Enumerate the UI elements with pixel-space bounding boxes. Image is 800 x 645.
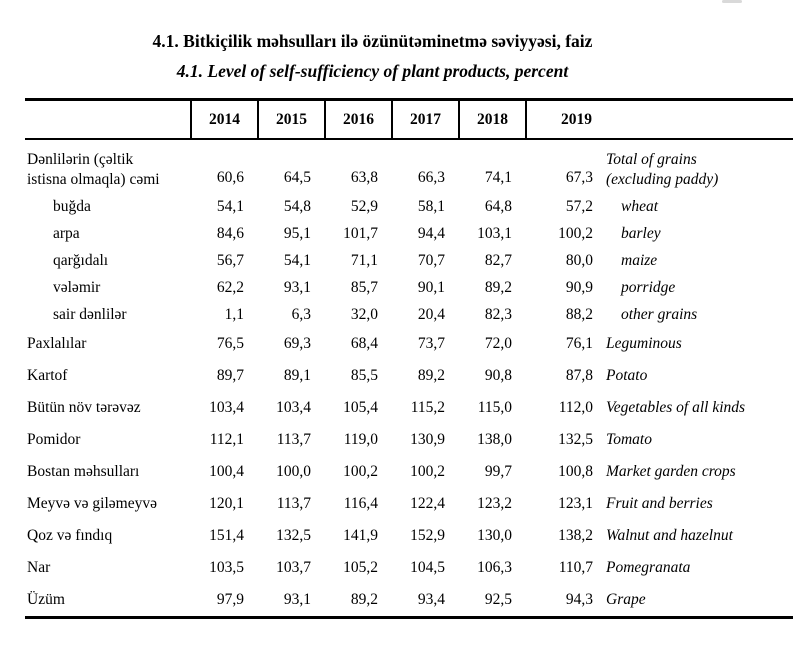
- cell-value: 84,6: [216, 224, 244, 242]
- cell-value: 63,8: [350, 169, 378, 186]
- cell-value: 93,1: [283, 591, 311, 608]
- cell-value: 56,7: [216, 251, 244, 269]
- cell-value: 87,8: [565, 367, 593, 384]
- row-label-en-line1: Total of grains: [606, 151, 697, 169]
- table-row-grains-total: [25, 140, 793, 193]
- cell-value: 54,8: [283, 197, 311, 215]
- cell-value: 132,5: [276, 527, 311, 544]
- cell-value: 138,0: [477, 431, 512, 448]
- cell-value: 89,7: [216, 367, 244, 384]
- cell-value: 90,9: [565, 278, 593, 296]
- row-label-en: other grains: [621, 305, 698, 323]
- year-header-2016: 2016: [324, 101, 391, 138]
- cell-value: 20,4: [417, 305, 445, 323]
- cell-value: 6,3: [291, 305, 311, 323]
- row-label-az: Pomidor: [27, 431, 81, 449]
- cell-value: 105,4: [343, 399, 378, 416]
- cell-value: 100,2: [343, 463, 378, 480]
- table-header-row: [25, 98, 793, 140]
- table-row-leguminous: [25, 328, 793, 360]
- row-label-en: Market garden crops: [606, 463, 736, 481]
- cell-value: 89,2: [484, 278, 512, 296]
- cell-value: 113,7: [276, 431, 311, 448]
- cell-value: 106,3: [477, 559, 512, 576]
- row-label-en-line2: (excluding paddy): [606, 170, 719, 188]
- cell-value: 74,1: [484, 169, 512, 186]
- title-block: [0, 0, 745, 82]
- row-label-az: Bütün növ tərəvəz: [27, 399, 141, 417]
- cell-value: 100,2: [410, 463, 445, 480]
- row-label-en: wheat: [621, 197, 659, 215]
- row-label-en: Vegetables of all kinds: [606, 399, 746, 417]
- cell-value: 123,1: [558, 495, 593, 512]
- cell-value: 103,4: [276, 399, 311, 416]
- cell-value: 101,7: [343, 224, 378, 242]
- cell-value: 119,0: [343, 431, 378, 448]
- cell-value: 90,8: [484, 367, 512, 384]
- cell-value: 1,1: [224, 305, 244, 323]
- cell-value: 130,9: [410, 431, 445, 448]
- cell-value: 112,1: [209, 431, 244, 448]
- cell-value: 71,1: [350, 251, 378, 269]
- cell-value: 82,7: [484, 251, 512, 269]
- cell-value: 151,4: [209, 527, 244, 544]
- table-row-wheat: [25, 193, 793, 220]
- row-label-en: Walnut and hazelnut: [606, 527, 733, 545]
- cell-value: 54,1: [283, 251, 311, 269]
- cell-value: 73,7: [417, 335, 445, 352]
- row-label-az: Paxlalılar: [27, 335, 87, 353]
- row-label-en: Pomegranata: [606, 559, 691, 577]
- scan-artifact: [722, 0, 742, 3]
- cell-value: 70,7: [417, 251, 445, 269]
- cell-value: 76,5: [216, 335, 244, 352]
- cell-value: 93,4: [417, 591, 445, 608]
- cell-value: 104,5: [410, 559, 445, 576]
- row-label-az: buğda: [53, 197, 91, 215]
- cell-value: 32,0: [350, 305, 378, 323]
- cell-value: 110,7: [558, 559, 593, 576]
- row-label-az: Nar: [27, 559, 51, 577]
- cell-value: 62,2: [216, 278, 244, 296]
- cell-value: 130,0: [477, 527, 512, 544]
- row-label-en: Leguminous: [606, 335, 682, 353]
- table-row-potato: [25, 360, 793, 392]
- row-label-az: qarğıdalı: [53, 251, 109, 269]
- cell-value: 105,2: [343, 559, 378, 576]
- table-row-fruit-berries: [25, 488, 793, 520]
- cell-value: 94,4: [417, 224, 445, 242]
- table-row-pomegranate: [25, 552, 793, 584]
- cell-value: 68,4: [350, 335, 378, 352]
- row-label-en: porridge: [621, 278, 676, 296]
- table-row-porridge: [25, 274, 793, 301]
- year-header-2018: 2018: [458, 101, 525, 138]
- cell-value: 113,7: [276, 495, 311, 512]
- row-label-az: Kartof: [27, 367, 68, 385]
- cell-value: 85,5: [350, 367, 378, 384]
- cell-value: 100,0: [276, 463, 311, 480]
- year-header-2015: 2015: [257, 101, 324, 138]
- row-label-az-line2: istisna olmaqla) cəmi: [27, 170, 160, 188]
- cell-value: 138,2: [558, 527, 593, 544]
- table-row-maize: [25, 247, 793, 274]
- row-label-az: vələmir: [53, 278, 101, 296]
- cell-value: 89,2: [417, 367, 445, 384]
- cell-value: 152,9: [410, 527, 445, 544]
- cell-value: 82,3: [484, 305, 512, 323]
- cell-value: 112,0: [558, 399, 593, 416]
- year-header-2019: 2019: [525, 101, 793, 138]
- row-label-az: Qoz və fındıq: [27, 527, 113, 545]
- cell-value: 100,8: [558, 463, 593, 480]
- cell-value: 116,4: [343, 495, 378, 512]
- row-label-az: Üzüm: [27, 591, 65, 609]
- table-row-walnut-hazelnut: [25, 520, 793, 552]
- cell-value: 103,5: [209, 559, 244, 576]
- cell-value: 99,7: [484, 463, 512, 480]
- cell-value: 69,3: [283, 335, 311, 352]
- row-label-en: barley: [621, 224, 661, 242]
- cell-value: 60,6: [216, 169, 244, 186]
- cell-value: 100,4: [209, 463, 244, 480]
- page-title-en: 4.1. Level of self-sufficiency of plant products, percent: [176, 61, 569, 81]
- cell-value: 141,9: [343, 527, 378, 544]
- year-header-2017: 2017: [391, 101, 458, 138]
- table-row-other-grains: [25, 301, 793, 328]
- cell-value: 72,0: [484, 335, 512, 352]
- cell-value: 120,1: [209, 495, 244, 512]
- table-row-market-garden: [25, 456, 793, 488]
- cell-value: 54,1: [216, 197, 244, 215]
- cell-value: 90,1: [417, 278, 445, 296]
- cell-value: 76,1: [565, 335, 593, 352]
- cell-value: 52,9: [350, 197, 378, 215]
- cell-value: 115,0: [477, 399, 512, 416]
- cell-value: 97,9: [216, 591, 244, 608]
- table-row-grape: [25, 584, 793, 616]
- cell-value: 89,2: [350, 591, 378, 608]
- cell-value: 92,5: [484, 591, 512, 608]
- row-label-en: Tomato: [606, 431, 652, 449]
- row-label-en: Grape: [606, 591, 646, 609]
- cell-value: 100,2: [558, 224, 593, 242]
- row-label-az: Meyvə və giləmeyvə: [27, 495, 157, 513]
- cell-value: 103,7: [276, 559, 311, 576]
- row-label-az: arpa: [53, 224, 80, 242]
- cell-value: 103,4: [209, 399, 244, 416]
- row-label-az: sair dənlilər: [53, 305, 127, 323]
- table-row-tomato: [25, 424, 793, 456]
- cell-value: 64,5: [283, 169, 311, 186]
- row-label-az: Bostan məhsulları: [27, 463, 140, 481]
- cell-value: 58,1: [417, 197, 445, 215]
- cell-value: 94,3: [565, 591, 593, 608]
- year-header-2014: 2014: [190, 101, 257, 138]
- cell-value: 93,1: [283, 278, 311, 296]
- table-row-vegetables: [25, 392, 793, 424]
- cell-value: 103,1: [477, 224, 512, 242]
- cell-value: 95,1: [283, 224, 311, 242]
- table-body: [25, 140, 793, 619]
- row-label-en: Fruit and berries: [606, 495, 713, 513]
- row-label-en: Potato: [606, 367, 648, 385]
- cell-value: 85,7: [350, 278, 378, 296]
- row-label-en: [600, 150, 793, 193]
- row-label-az: [25, 150, 190, 193]
- cell-value: 132,5: [558, 431, 593, 448]
- row-label-en: maize: [621, 251, 658, 269]
- cell-value: 123,2: [477, 495, 512, 512]
- cell-value: 66,3: [417, 169, 445, 186]
- cell-value: 57,2: [565, 197, 593, 215]
- cell-value: 122,4: [410, 495, 445, 512]
- cell-value: 80,0: [565, 251, 593, 269]
- cell-value: 67,3: [565, 169, 593, 186]
- self-sufficiency-table: [25, 98, 793, 619]
- page-title-az: 4.1. Bitkiçilik məhsulları ilə özünütəminetmə səviyyəsi, faiz: [152, 31, 593, 51]
- cell-value: 89,1: [283, 367, 311, 384]
- cell-value: 115,2: [410, 399, 445, 416]
- table-row-barley: [25, 220, 793, 247]
- cell-value: 64,8: [484, 197, 512, 215]
- cell-value: 88,2: [565, 305, 593, 323]
- row-label-az-line1: Dənlilərin (çəltik: [27, 151, 134, 169]
